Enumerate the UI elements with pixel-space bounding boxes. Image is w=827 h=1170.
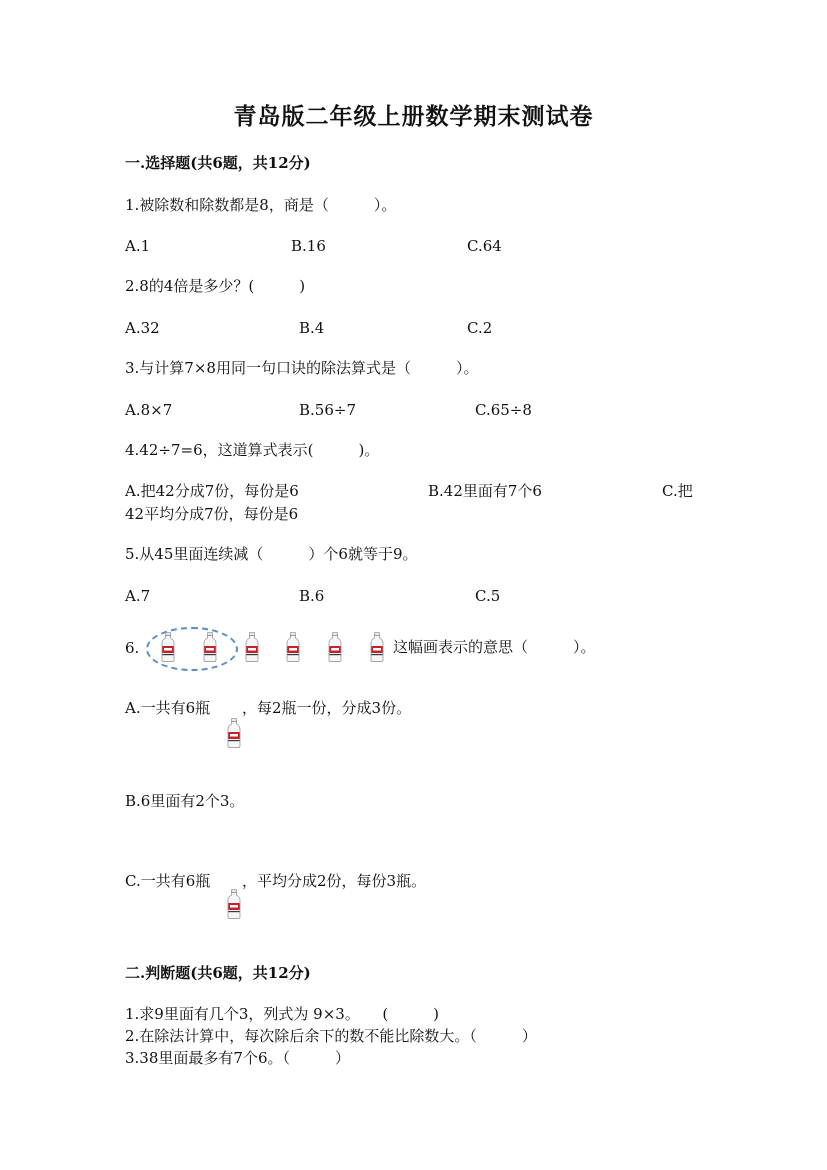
- question-5-option-c: C.5: [475, 587, 501, 605]
- question-2-option-c: C.2: [467, 319, 493, 337]
- question-6-option-a-prefix: A.一共有6瓶: [125, 699, 211, 717]
- question-6-option-c-prefix: C.一共有6瓶: [125, 872, 211, 890]
- question-6-option-a-suffix: ，每2瓶一份，分成3份。: [242, 699, 412, 717]
- judgement-3: 3.38里面最多有7个6。（ ）: [125, 1049, 350, 1067]
- water-bottle-icon: [161, 632, 175, 662]
- question-4-option-a: A.把42分成7份，每份是6: [125, 482, 299, 500]
- question-6-number: 6.: [125, 639, 140, 657]
- question-1-stem: 1.被除数和除数都是8，商是（ ）。: [125, 196, 397, 214]
- water-bottle-icon: [286, 632, 300, 662]
- water-bottle-icon: [227, 889, 241, 919]
- water-bottle-icon: [227, 718, 241, 748]
- section-2-heading: 二.判断题(共6题，共12分): [125, 964, 311, 982]
- question-3-option-c: C.65÷8: [475, 401, 532, 419]
- water-bottle-icon: [328, 632, 342, 662]
- question-4-option-c-continued: 42平均分成7份，每份是6: [125, 505, 299, 523]
- question-3-stem: 3.与计算7×8用同一句口诀的除法算式是（ ）。: [125, 359, 479, 377]
- water-bottle-icon: [245, 632, 259, 662]
- question-6-stem: 这幅画表示的意思（ ）。: [393, 638, 596, 656]
- question-6-option-b: B.6里面有2个3。: [125, 792, 245, 810]
- water-bottle-icon: [203, 632, 217, 662]
- question-3-option-b: B.56÷7: [299, 401, 356, 419]
- question-4-option-b: B.42里面有7个6: [428, 482, 542, 500]
- section-1-heading: 一.选择题(共6题，共12分): [125, 154, 311, 172]
- question-2-option-a: A.32: [125, 319, 160, 337]
- page-title: 青岛版二年级上册数学期末测试卷: [233, 103, 594, 130]
- question-4-option-c: C.把: [662, 482, 693, 500]
- judgement-2: 2.在除法计算中，每次除后余下的数不能比除数大。（ ）: [125, 1027, 537, 1045]
- question-1-option-c: C.64: [467, 237, 502, 255]
- dashed-ellipse-group: [146, 627, 238, 671]
- question-5-option-b: B.6: [299, 587, 325, 605]
- question-4-stem: 4.42÷7=6，这道算式表示( )。: [125, 441, 380, 459]
- question-1-option-a: A.1: [125, 237, 151, 255]
- question-3-option-a: A.8×7: [125, 401, 173, 419]
- question-6-option-c-suffix: ，平均分成2份，每份3瓶。: [242, 872, 427, 890]
- water-bottle-icon: [370, 632, 384, 662]
- question-5-option-a: A.7: [125, 587, 151, 605]
- question-5-stem: 5.从45里面连续减（ ）个6就等于9。: [125, 545, 418, 563]
- judgement-1: 1.求9里面有几个3，列式为 9×3。 ( ): [125, 1005, 440, 1023]
- question-2-stem: 2.8的4倍是多少？( ): [125, 277, 306, 295]
- question-1-option-b: B.16: [291, 237, 326, 255]
- question-2-option-b: B.4: [299, 319, 325, 337]
